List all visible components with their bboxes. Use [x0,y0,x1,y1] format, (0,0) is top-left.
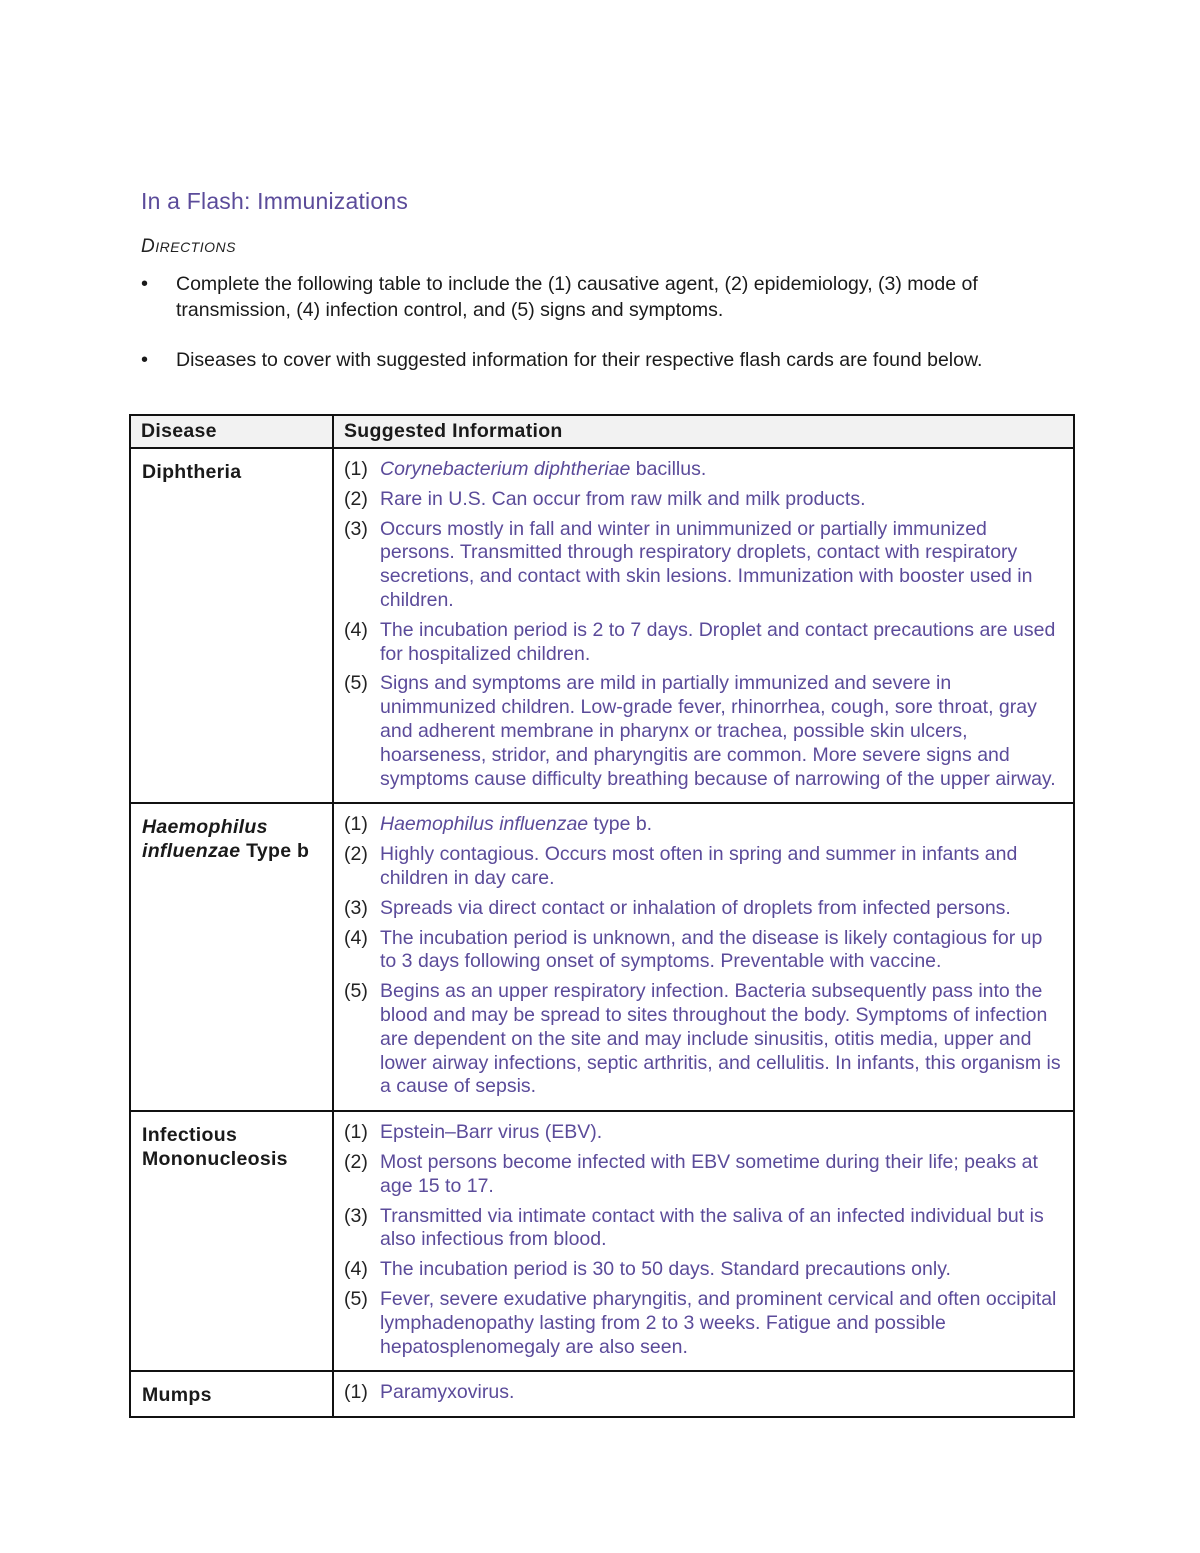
item-number: (3) [344,896,368,919]
info-item [344,813,1061,837]
item-text: The incubation period is 2 to 7 days. Droplet and contact precautions are used for hospitalized children. [380,618,1056,665]
item-number: (1) [344,458,368,480]
column-header-disease: Disease [130,415,333,448]
directions-item-text: Diseases to cover with suggested information for their respective flash cards are found below. [176,349,983,371]
table-header-row [130,415,1074,448]
directions-item-text: Complete the following table to include the (1) causative agent, (2) epidemiology, (3) mode of transmission, (4) infection control, and (5) signs and symptoms. [176,273,978,321]
suggested-information [333,448,1074,803]
table-row [130,1111,1074,1371]
info-item [344,897,1061,921]
info-item [344,1205,1061,1253]
disease-name: Infectious Mononucleosis [130,1111,333,1371]
info-list [344,1381,1061,1405]
directions-heading-initial: D [141,236,156,257]
table-row [130,803,1074,1111]
directions-item [141,347,1076,373]
suggested-information [333,1371,1074,1417]
item-text: Fever, severe exudative pharyngitis, and prominent cervical and often occipital lymphadenopathy lasting from 2 to 3 weeks. Fatigue and possible hepatosplenomegaly are also seen. [380,1287,1057,1358]
item-text: Rare in U.S. Can occur from raw milk and milk products. [380,487,866,510]
item-number: (1) [344,813,368,836]
bullet-icon: • [141,349,149,371]
column-header-suggested-information: Suggested Information [333,415,1074,448]
item-number: (4) [344,926,368,949]
info-item [344,458,1061,482]
item-text [380,458,1061,482]
item-number: (2) [344,1150,368,1173]
info-list [344,458,1061,791]
table-row [130,448,1074,803]
info-item [344,488,1061,512]
info-item [344,927,1061,975]
directions-heading-rest: IRECTIONS [155,239,236,255]
item-text: The incubation period is unknown, and the disease is likely contagious for up to 3 days following onset of symptoms. Preventable with vaccine. [380,926,1043,973]
disease-table [129,414,1075,1418]
disease-name-rest: Type b [240,840,310,863]
info-list [344,813,1061,1099]
disease-name: Mumps [130,1371,333,1417]
item-number: (5) [344,1287,368,1310]
item-text: Signs and symptoms are mild in partially immunized and severe in unimmunized children. Low-grade fever, rhinorrhea, cough, sore throat, gray and adherent membrane in pharynx or trachea, possible skin ulcers, hoarseness, stridor, and pharyngitis are common. More severe signs and symptoms cause difficulty breathing because of narrowing of the upper airway. [380,672,1056,790]
item-number: (3) [344,1204,368,1227]
item-text: Most persons become infected with EBV sometime during their life; peaks at age 15 to 17. [380,1150,1038,1197]
bullet-icon: • [141,273,149,295]
item-text: Begins as an upper respiratory infection. Bacteria subsequently pass into the blood and may be spread to sites throughout the body. Symptoms of infection are dependent on the site and may include sinusitis, otitis media, upper and lower airway infections, septic arthritis, and cellulitis. In infants, this organism is a cause of sepsis. [380,980,1061,1098]
item-text-rest: type b. [588,813,653,836]
item-number: (2) [344,843,368,866]
item-number: (3) [344,517,368,540]
info-item [344,518,1061,613]
info-list [344,1121,1061,1359]
info-item [344,1288,1061,1359]
disease-name [130,803,333,1111]
item-text: Paramyxovirus. [380,1381,515,1404]
info-item [344,843,1061,891]
item-text: Epstein–Barr virus (EBV). [380,1121,603,1144]
directions-list [141,271,1076,373]
info-item [344,1151,1061,1199]
directions-item [141,271,1076,323]
item-text [380,813,1061,837]
item-number: (4) [344,1258,368,1281]
info-item [344,980,1061,1099]
suggested-information [333,803,1074,1111]
disease-name-italic: Haemophilus influenzae [142,816,268,863]
suggested-information [333,1111,1074,1371]
item-text: Occurs mostly in fall and winter in unimmunized or partially immunized persons. Transmitted through respiratory droplets, contact with respiratory secretions, and contact with skin lesions. Immunization with booster used in children. [380,517,1033,611]
item-number: (1) [344,1121,368,1144]
item-text: Spreads via direct contact or inhalation of droplets from infected persons. [380,896,1011,919]
info-item [344,619,1061,667]
item-number: (1) [344,1381,368,1404]
item-text: The incubation period is 30 to 50 days. Standard precautions only. [380,1258,951,1281]
directions-heading [141,236,236,258]
item-text: Highly contagious. Occurs most often in spring and summer in infants and children in day care. [380,843,1018,889]
page-title: In a Flash: Immunizations [141,188,409,214]
disease-name: Diphtheria [130,448,333,803]
item-text-rest: bacillus. [630,458,707,480]
organism-name: Haemophilus influenzae [380,813,589,836]
item-number: (5) [344,980,368,1003]
organism-name: Corynebacterium diphtheriae [380,458,631,480]
item-text: Transmitted via intimate contact with the saliva of an infected individual but is also infectious from blood. [380,1204,1044,1251]
item-number: (4) [344,618,368,641]
table-row [130,1371,1074,1417]
item-number: (5) [344,672,368,695]
info-item [344,1381,1061,1405]
info-item [344,1121,1061,1145]
info-item [344,1258,1061,1282]
item-number: (2) [344,487,368,510]
info-item [344,672,1061,791]
